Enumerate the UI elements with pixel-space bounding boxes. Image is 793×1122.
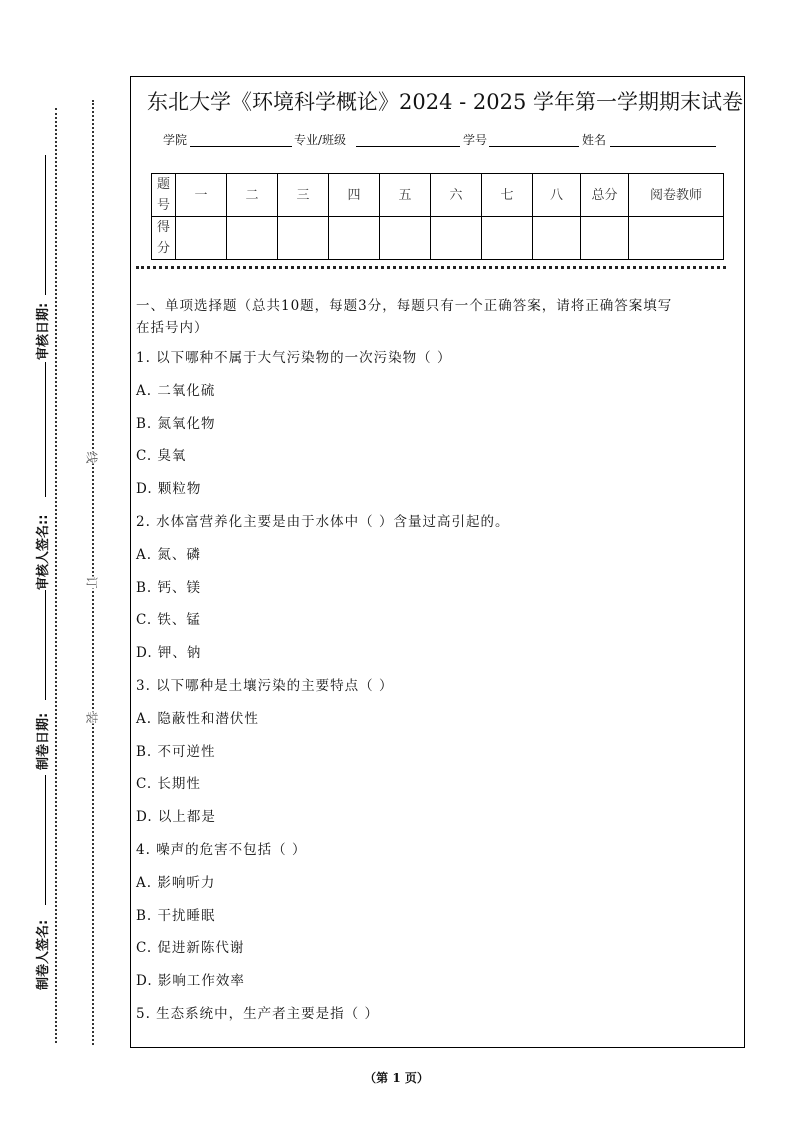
- row-label: 题号: [152, 174, 176, 217]
- field-id-label: 学号: [463, 133, 488, 147]
- reviewer-sign-line: [45, 362, 46, 497]
- col-header: 四: [329, 174, 380, 217]
- binding-dotted-line: [55, 108, 57, 1043]
- answer-option: A. 氮、磷: [136, 546, 201, 563]
- staple-char: 订: [84, 576, 99, 589]
- binding-dotted-line-inner: [92, 100, 94, 1045]
- question-stem: 1. 以下哪种不属于大气污染物的一次污染物（ ）: [136, 350, 452, 366]
- review-date-line: [45, 155, 46, 295]
- page-footer: （第 1 页）: [364, 1071, 429, 1085]
- section-heading-cont: 在括号内）: [136, 320, 209, 336]
- field-college-blank[interactable]: [190, 146, 292, 147]
- separator: [136, 266, 726, 269]
- make-date-line: [45, 590, 46, 700]
- score-table: [151, 173, 724, 260]
- score-cell[interactable]: [278, 217, 329, 260]
- answer-option: A. 二氧化硫: [136, 382, 216, 399]
- score-cell[interactable]: [482, 217, 533, 260]
- col-header: 六: [431, 174, 482, 217]
- answer-option: C. 促进新陈代谢: [136, 940, 245, 957]
- reviewer-sign-label: 审核人签名::: [36, 514, 51, 590]
- maker-sign-line: [45, 775, 46, 905]
- score-cell[interactable]: [227, 217, 278, 260]
- exam-title: 东北大学《环境科学概论》2024 - 2025 学年第一学期期末试卷: [147, 90, 744, 114]
- answer-option: C. 铁、锰: [136, 612, 201, 629]
- answer-option: D. 以上都是: [136, 809, 216, 826]
- question-stem: 5. 生态系统中，生产者主要是指（ ）: [136, 1006, 379, 1022]
- field-major-label: 专业/班级: [294, 133, 347, 147]
- col-header: 八: [533, 174, 581, 217]
- col-header: 二: [227, 174, 278, 217]
- answer-option: B. 氮氧化物: [136, 415, 216, 432]
- answer-option: C. 臭氧: [136, 448, 187, 465]
- section-heading: 一、单项选择题（总共10题，每题3分，每题只有一个正确答案，请将正确答案填写: [136, 298, 673, 314]
- answer-option: A. 隐蔽性和潜伏性: [136, 710, 259, 727]
- row-label: 得分: [152, 217, 176, 260]
- score-cell[interactable]: [176, 217, 227, 260]
- answer-option: B. 钙、镁: [136, 579, 202, 596]
- score-cell[interactable]: [380, 217, 431, 260]
- field-name-blank[interactable]: [610, 146, 716, 147]
- answer-option: B. 干扰睡眠: [136, 907, 216, 924]
- bind-char: 装: [84, 711, 99, 724]
- col-header: 五: [380, 174, 431, 217]
- field-college-label: 学院: [163, 133, 188, 147]
- question-stem: 4. 噪声的危害不包括（ ）: [136, 842, 307, 858]
- answer-option: C. 长期性: [136, 776, 201, 793]
- score-cell[interactable]: [629, 217, 724, 260]
- score-cell[interactable]: [329, 217, 380, 260]
- make-date-label: 制卷日期:: [36, 712, 51, 770]
- score-table-score-row: [152, 217, 724, 260]
- col-header: 一: [176, 174, 227, 217]
- col-header: 三: [278, 174, 329, 217]
- field-id-blank[interactable]: [489, 146, 579, 147]
- answer-option: B. 不可逆性: [136, 743, 216, 760]
- answer-option: A. 影响听力: [136, 874, 216, 891]
- col-header: 总分: [581, 174, 629, 217]
- field-major-blank[interactable]: [356, 146, 460, 147]
- question-stem: 3. 以下哪种是土壤污染的主要特点（ ）: [136, 678, 394, 694]
- review-date-label: 审核日期:: [36, 302, 51, 360]
- answer-option: D. 钾、钠: [136, 645, 202, 662]
- line-char: 线: [84, 451, 99, 464]
- score-table-header-row: [152, 174, 724, 217]
- score-cell[interactable]: [533, 217, 581, 260]
- answer-option: D. 影响工作效率: [136, 973, 245, 990]
- score-cell[interactable]: [581, 217, 629, 260]
- answer-option: D. 颗粒物: [136, 481, 202, 498]
- maker-sign-label: 制卷人签名:: [36, 919, 51, 990]
- col-header: 七: [482, 174, 533, 217]
- question-stem: 2. 水体富营养化主要是由于水体中（ ）含量过高引起的。: [136, 514, 510, 530]
- score-cell[interactable]: [431, 217, 482, 260]
- col-header: 阅卷教师: [629, 174, 724, 217]
- field-name-label: 姓名: [582, 133, 607, 147]
